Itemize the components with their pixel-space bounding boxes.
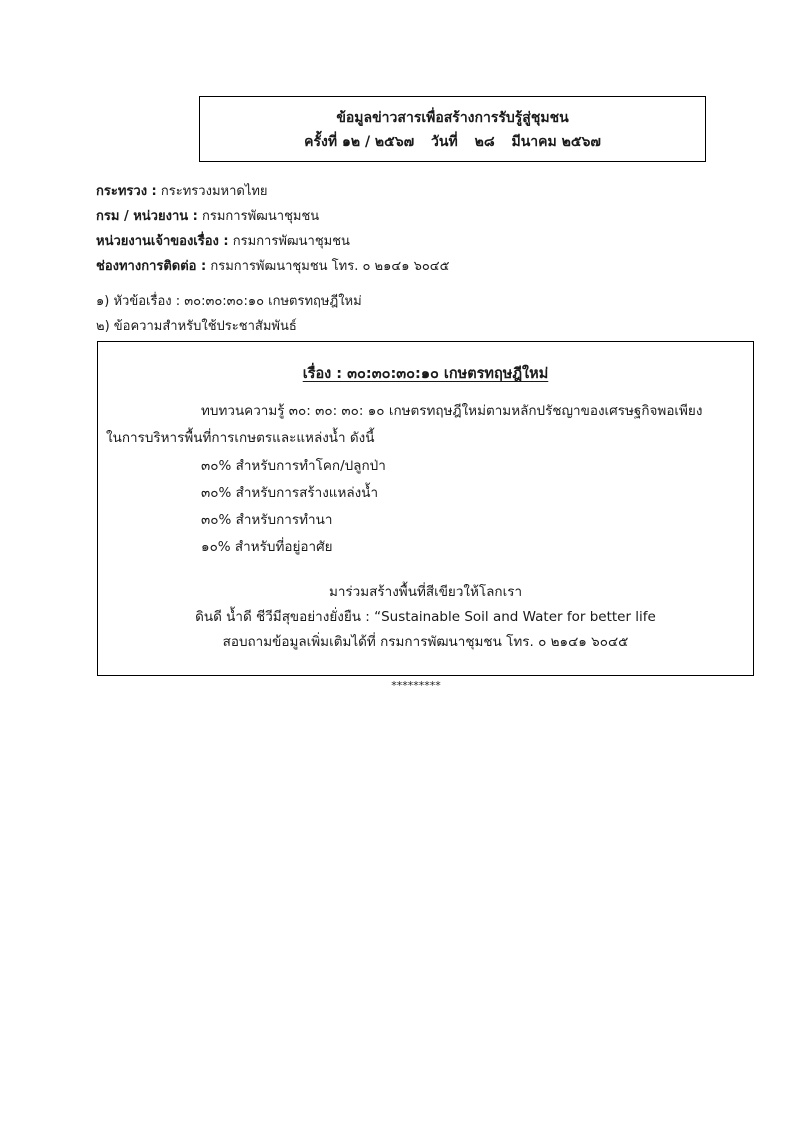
department-value: กรมการพัฒนาชุมชน <box>202 209 320 224</box>
header-title: ข้อมูลข่าวสารเพื่อสร้างการรับรู้สู่ชุมชน <box>336 110 569 126</box>
story-closing-contact: สอบถามข้อมูลเพิ่มเติมได้ที่ กรมการพัฒนาชุมชน โทร. ๐ ๒๑๔๑ ๖๐๔๕ <box>222 634 629 650</box>
story-paragraph-line2: ในการบริหารพื้นที่การเกษตรและแหล่งน้ำ ดังนี้ <box>106 430 375 446</box>
date-label: วันที่ <box>431 134 458 150</box>
story-list-item: ๑๐% สำหรับที่อยู่อาศัย <box>201 539 333 555</box>
date-month-year: มีนาคม ๒๕๖๗ <box>511 134 601 150</box>
issue-label: ครั้งที่ ๑๒ / ๒๕๖๗ <box>304 134 415 150</box>
department-label: กรม / หน่วยงาน : <box>96 209 198 224</box>
ministry-label: กระทรวง : <box>96 184 157 199</box>
end-stars: ********* <box>391 679 441 692</box>
owner-label: หน่วยงานเจ้าของเรื่อง : <box>96 234 229 249</box>
story-list-item: ๓๐% สำหรับการทำโคก/ปลูกป่า <box>201 458 386 474</box>
story-title-text: เรื่อง : ๓๐:๓๐:๓๐:๑๐ เกษตรทฤษฎีใหม่ <box>302 366 549 382</box>
owner-value: กรมการพัฒนาชุมชน <box>232 234 350 249</box>
document-header-box <box>199 96 706 162</box>
meta-owner <box>96 230 350 251</box>
story-closing-tagline: ดินดี น้ำดี ชีวีมีสุขอย่างยั่งยืน : “Sustainable Soil and Water for better life <box>195 609 656 625</box>
story-paragraph-line1: ทบทวนความรู้ ๓๐: ๓๐: ๓๐: ๑๐ เกษตรทฤษฎีใหม่ตามหลักปรัชญาของเศรษฐกิจพอเพียง <box>201 403 703 419</box>
story-list-item: ๓๐% สำหรับการทำนา <box>201 512 333 528</box>
contact-value: กรมการพัฒนาชุมชน โทร. ๐ ๒๑๔๑ ๖๐๔๕ <box>210 259 450 274</box>
item-pr-message: ๒) ข้อความสำหรับใช้ประชาสัมพันธ์ <box>96 319 297 334</box>
ministry-value: กระทรวงมหาดไทย <box>160 184 268 199</box>
date-day: ๒๘ <box>474 134 495 150</box>
story-title <box>98 362 753 385</box>
contact-label: ช่องทางการติดต่อ : <box>96 259 207 274</box>
item-topic: ๑) หัวข้อเรื่อง : ๓๐:๓๐:๓๐:๑๐ เกษตรทฤษฎีใหม่ <box>96 294 362 309</box>
meta-department <box>96 205 319 226</box>
story-closing-slogan: มาร่วมสร้างพื้นที่สีเขียวให้โลกเรา <box>328 584 523 600</box>
story-list-item: ๓๐% สำหรับการสร้างแหล่งน้ำ <box>201 485 379 501</box>
story-box <box>97 341 754 676</box>
meta-contact <box>96 255 449 276</box>
meta-ministry <box>96 180 268 201</box>
header-issue-line <box>200 131 705 153</box>
